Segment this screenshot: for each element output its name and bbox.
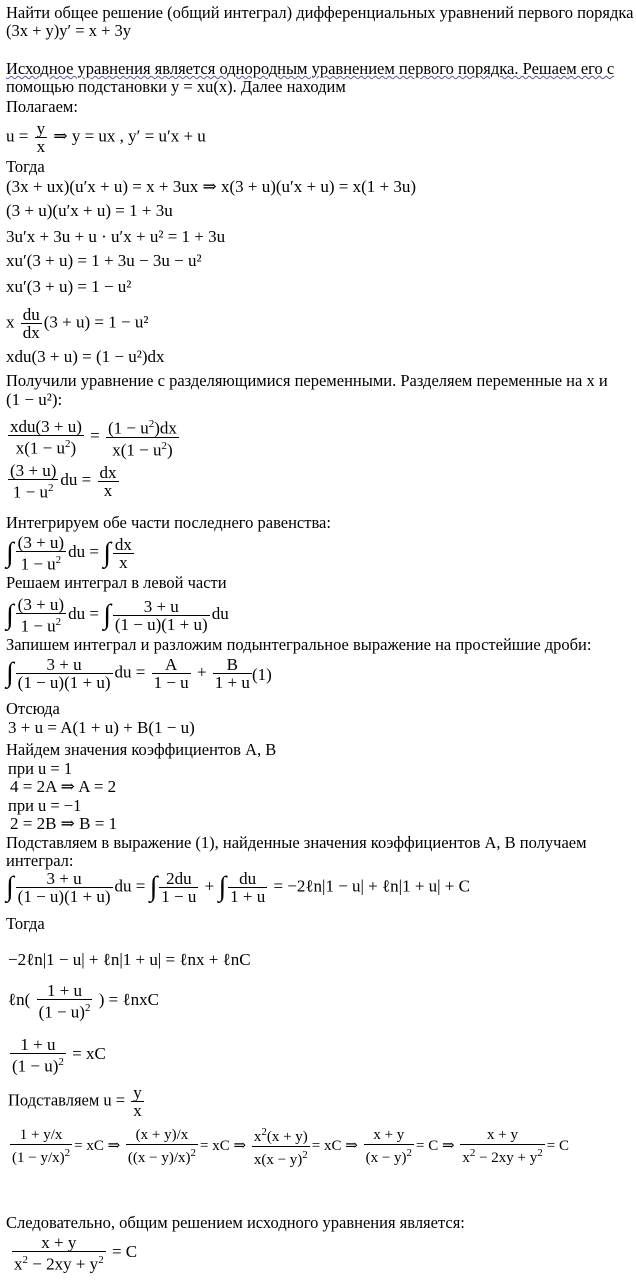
intro-line-2: помощью подстановки y = xu(x). Далее находим (6, 77, 346, 96)
du-dx-fraction: $\frac{du}{dx}$ (22, 305, 40, 342)
integral-sign: ∫ (218, 871, 227, 903)
partial-fractions: ∫ $\frac{3 + u}{(1 - u)(1 + u)}$ du = $\frac{A}{1 - u}$ + $\frac{B}{1 + u}$ (6, 655, 250, 692)
result-b: 2 = 2B ⇒ B = 1 (10, 814, 118, 833)
chain-fraction-5: $\frac{x + y}{x^2 - 2xy + y^2}$ (462, 1126, 543, 1166)
separation-text-2: (1 − u²): (6, 390, 63, 409)
chain-fraction-4: $\frac{x + y}{(x - y)^2}$ (365, 1126, 413, 1166)
dx-over-x-fraction: $\frac{dx}{x}$ (114, 534, 132, 572)
factored-fraction: $\frac{3 + u}{(1 - u)(1 + u)}$ (114, 596, 208, 634)
xc-tail: = xC (72, 1044, 106, 1064)
title-equation: (3x + y)y′ = x + 3y (6, 21, 132, 40)
final-solution (10, 1234, 137, 1273)
two-du-fraction: $\frac{2du}{1 - u}$ (161, 869, 197, 906)
togda-label-1: Тогда (6, 157, 45, 176)
log-equation: −2ℓn|1 − u| + ℓn|1 + u| = ℓnx + ℓnC (8, 950, 251, 969)
solve-left-text: Решаем интеграл в левой части (6, 573, 227, 592)
write-integral-text: Запишем интеграл и разложим подынтегральное выражение на простейшие дроби: (6, 635, 592, 654)
integral-sign: ∫ (103, 599, 111, 631)
otsyuda-label: Отсюда (6, 699, 60, 718)
case-u-1: при u = 1 (8, 759, 73, 778)
separated-equation: $\frac{\text{xdu(3 + u)}}{x(1 - u^2)}$ = $\frac{(1 - u^2)dx}{x(1 - u^2)}$ (10, 416, 177, 460)
title-line-1: Найти общее решение (общий интеграл) дифференциальных уравнений первого порядка (6, 3, 634, 22)
equation-4: xu′(3 + u) = 1 + 3u − 3u − u² (6, 251, 202, 270)
integral-sign: ∫ (6, 599, 14, 631)
equation-5: xu′(3 + u) = 1 − u² (6, 277, 132, 296)
log-fraction: $\frac{1 + u}{(1 - u)^2}$ (38, 981, 91, 1022)
integral-sign: ∫ (103, 537, 111, 569)
integral-equation: ∫ $\frac{(3 + u)}{1 - u^2}$ du = ∫ $\frac{dx}{x}$ (6, 533, 132, 574)
integrand-fraction: $\frac{(3 + u)}{1 - u^2}$ (17, 595, 65, 636)
integrand-fraction: $\frac{(3 + u)}{1 - u^2}$ (17, 533, 65, 574)
togda-label-2: Тогда (6, 914, 45, 933)
equation-2: (3 + u)(u′x + u) = 1 + 3u (6, 201, 173, 220)
equation-6: x $\frac{du}{dx}$ (3 + u) = 1 − u² (6, 305, 149, 342)
left-integral: ∫ $\frac{(3 + u)}{1 - u^2}$ du = ∫ $\frac{3 + u}{(1 - u)(1 + u)}$ du (6, 595, 229, 636)
dx-over-x-fraction: $\frac{dx}{x}$ (99, 462, 117, 500)
case-u-minus-1: при u = −1 (8, 796, 82, 815)
factored-fraction: $\frac{3 + u}{(1 - u)(1 + u)}$ (17, 869, 111, 906)
integral-result: ∫ $\frac{3 + u}{(1 - u)(1 + u)}$ du = ∫ $\frac{2du}{1 - u}$ + ∫ $\frac{du}{1 + u}$ = −2ℓn|1 − u| + ℓn|1 + u| + C (6, 869, 470, 906)
integral-sign: ∫ (6, 871, 14, 903)
equation-7: xdu(3 + u) = (1 − u²)dx (6, 347, 165, 366)
y-over-x-fraction: $\frac{y}{x}$ (36, 119, 46, 156)
a-fraction: $\frac{A}{1 - u}$ (153, 655, 189, 692)
chain-fraction-1: $\frac{1 + y/x}{(1 - y/x)^2}$ (12, 1126, 71, 1166)
xc-equation (8, 1036, 106, 1075)
substitute-text-2: интеграл: (6, 851, 74, 870)
substitute-text-1: Подставляем в выражение (1), найденные значения коэффициентов A, B получаем (6, 833, 587, 852)
integrate-text: Интегрируем обе части последнего равенства: (6, 513, 331, 532)
result-a: 4 = 2A ⇒ A = 2 (10, 777, 117, 796)
log-fraction-tail: ) = ℓnxC (98, 990, 159, 1010)
substitute-u-text: Подставляем u = (8, 1090, 126, 1110)
integral-sign: ∫ (6, 537, 14, 569)
integral-sign: ∫ (6, 657, 14, 689)
log-fraction-equation: ℓn( $\frac{1 + u}{(1 - u)^2}$ ) = ℓnxC (8, 981, 159, 1022)
equation-6-tail: (3 + u) = 1 − u² (43, 312, 149, 332)
b-fraction: $\frac{B}{1 + u}$ (214, 655, 250, 692)
integral-result-tail: = −2ℓn|1 − u| + ℓn|1 + u| + C (273, 876, 470, 896)
coefficient-equation: 3 + u = A(1 + u) + B(1 − u) (8, 718, 195, 737)
substitution-tail: ⇒ y = ux , y′ = u′x + u (53, 126, 206, 146)
substitute-u-line (8, 1084, 146, 1119)
du-fraction: $\frac{du}{1 + u}$ (230, 869, 266, 906)
substitution-line: u = $\frac{y}{x}$ ⇒ y = ux , y′ = u′x + u (6, 119, 206, 156)
integral-sign: ∫ (149, 871, 158, 903)
equation-label-1: (1) (252, 665, 272, 684)
lhs-fraction: $\frac{\text{xdu(3 + u)}}{x(1 - u^2)}$ (10, 416, 82, 458)
polagaem-label: Полагаем: (6, 97, 78, 116)
chain-fraction-3: $\frac{x^2(x + y)}{x(x - y)^2}$ (253, 1126, 308, 1168)
factored-fraction: $\frac{3 + u}{(1 - u)(1 + u)}$ (17, 655, 111, 692)
intro-line-1 (6, 60, 614, 78)
final-fraction: $\frac{x + y}{x^2 - 2xy + y^2}$ (14, 1233, 104, 1274)
u-fraction: $\frac{(3 + u)}{1 - u^2}$ (10, 461, 57, 502)
equation-1: (3x + ux)(u′x + u) = x + 3ux ⇒ x(3 + u)(u′x + u) = x(1 + 3u) (6, 177, 416, 196)
rhs-fraction: $\frac{(1 - u^2)dx}{x(1 - u^2)}$ (108, 418, 177, 460)
final-text: Следовательно, общим решением исходного уравнения является: (6, 1213, 465, 1232)
substitution-chain: $\frac{1 + y/x}{(1 - y/x)^2}$ = xC ⇒ $\frac{(x + y)/x}{((x - y)/x)^2}$ = xC ⇒ $\frac{x^2(x + y)}{x(x - y)^2}$ = xC ⇒ $\frac{x + y}{(x - y)^2}$ = C ⇒ $\frac{x + y}{x^2 - 2xy + y^2}$ = C (12, 1126, 569, 1168)
find-coefficients-text: Найдем значения коэффициентов A, B (6, 740, 277, 759)
separated-simplified: $\frac{(3 + u)}{1 - u^2}$ du = $\frac{dx}{x}$ (10, 461, 117, 502)
y-over-x-fraction: $\frac{y}{x}$ (133, 1083, 142, 1120)
chain-fraction-2: $\frac{(x + y)/x}{((x - y)/x)^2}$ (127, 1126, 197, 1166)
intro-text: Исходное уравнения является однородным уравнением первого порядка. Решаем его с (6, 59, 615, 78)
equation-3: 3u′x + 3u + u · u′x + u² = 1 + 3u (6, 227, 226, 246)
separation-text-1: Получили уравнение с разделяющимися переменными. Разделяем переменные на x и (6, 371, 608, 390)
xc-fraction: $\frac{1 + u}{(1 - u)^2}$ (12, 1035, 64, 1076)
final-tail: = C (111, 1242, 138, 1262)
